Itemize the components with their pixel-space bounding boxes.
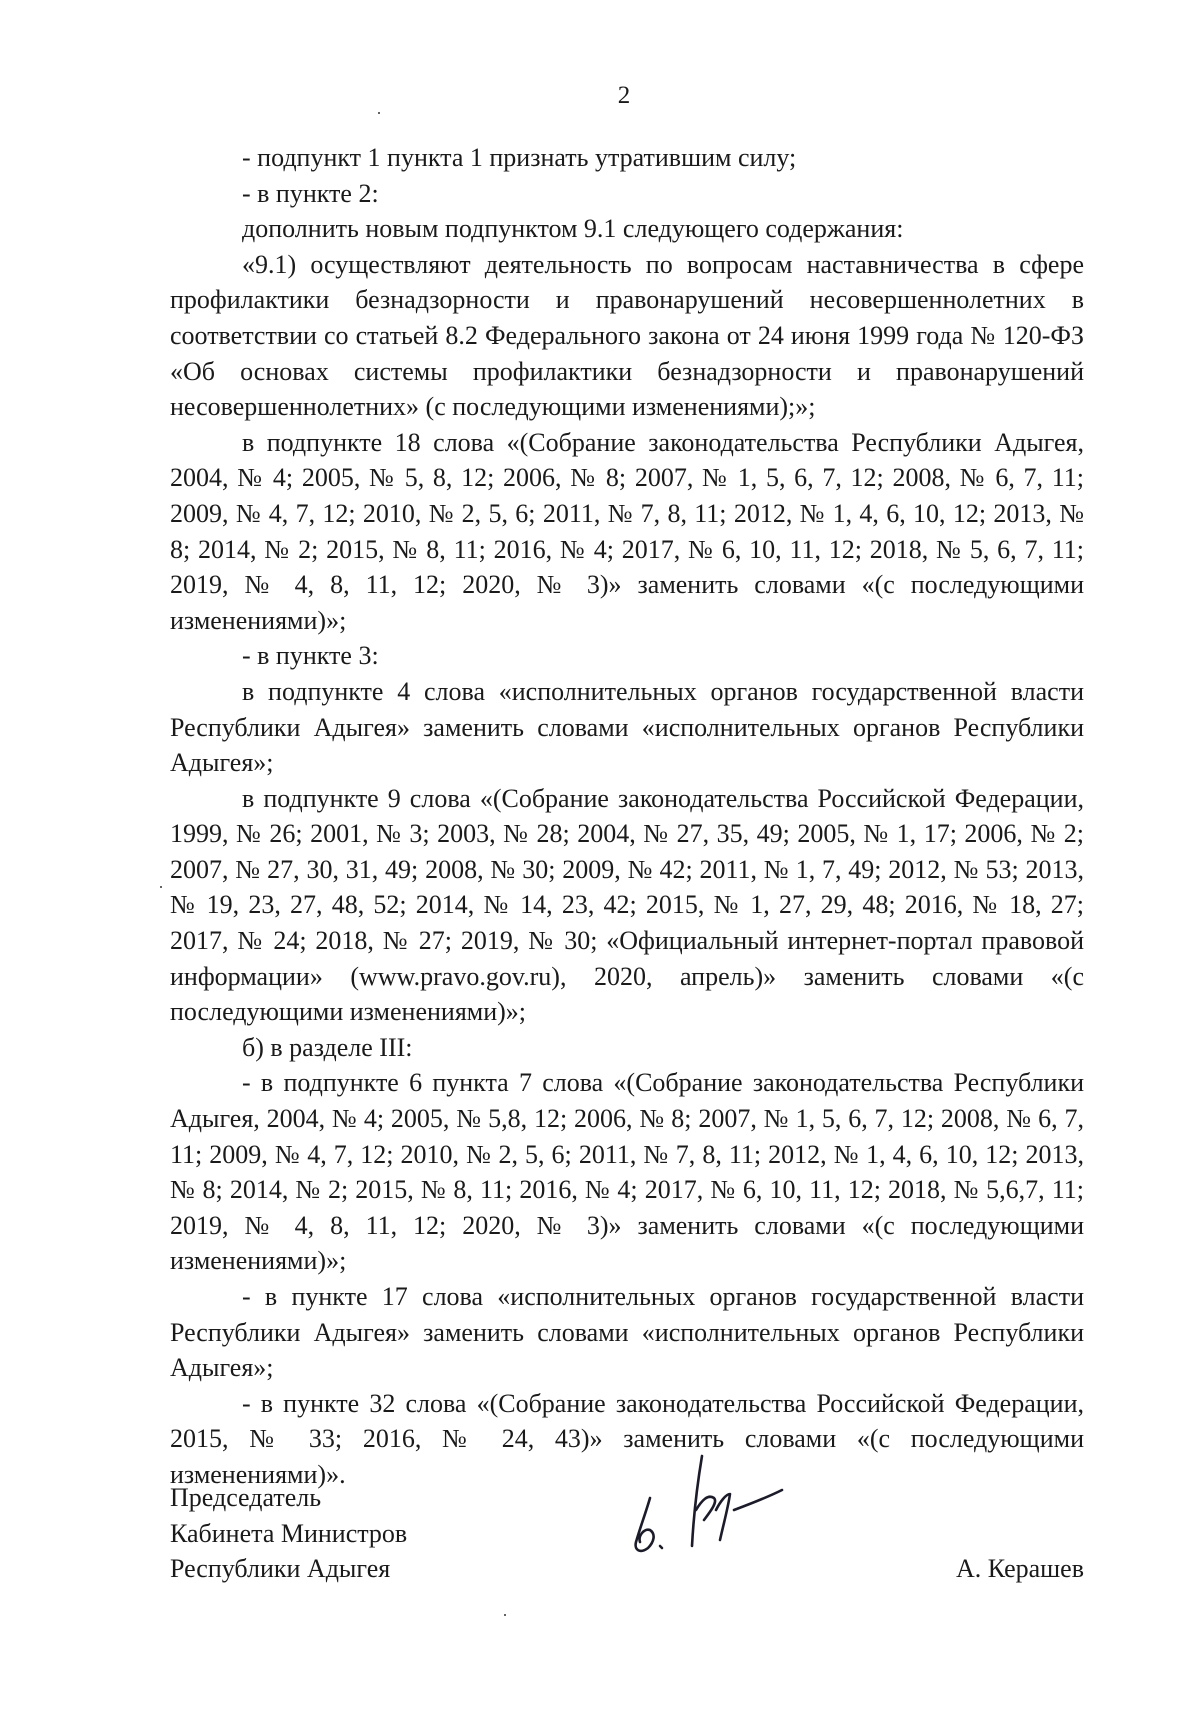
paragraph-subitem-18: в подпункте 18 слова «(Собрание законодательства Республики Адыгея, 2004, № 4; 2005, № 5, 8, 12; 2006, № 8; 2007, № 1, 5, 6, 7, 12; 2008, № 6, 7, 11; 2009, № 4, 7, 12; 2010, № 2, 5, 6; 2011, № 7, 8, 11; 2012, № 1, 4, 6, 10, 12; 2013, № 8; 2014, № 2; 2015, № 8, 11; 2016, № 4; 2017, № 6, 10, 11, 12; 2018, № 5, 6, 7, 11; 2019, № 4, 8, 11, 12; 2020, № 3)» заменить словами «(с последующими изменениями)»; — [170, 427, 1084, 635]
handwritten-signature — [610, 1450, 810, 1560]
paragraph-item-17: - в пункте 17 слова «исполнительных органов государственной власти Республики Адыгея» заменить словами «исполнительных органов Республики Адыгея»; — [170, 1282, 1084, 1383]
signer-name: А. Керашев — [955, 1554, 1084, 1583]
signer-title-line: Председатель — [170, 1483, 322, 1512]
scan-speck — [160, 886, 162, 888]
paragraph-section-3: б) в разделе III: — [242, 1032, 413, 1062]
paragraph-subitem-1-repealed: - подпункт 1 пункта 1 признать утратившим силу; — [242, 143, 797, 172]
paragraph-add-subitem-9-1: дополнить новым подпунктом 9.1 следующего содержания: — [242, 214, 904, 244]
paragraph-subitem-6-item-7: - в подпункте 6 пункта 7 слова «(Собрание законодательства Республики Адыгея, 2004, № 4; 2005, № 5,8, 12; 2006, № 8; 2007, № 1, 5, 6, 7, 12; 2008, № 6, 7, 11; 2009, № 4, 7, 12; 2010, № 2, 5, 6; 2011, № 7, 8, 11; 2012, № 1, 4, 6, 10, 12; 2013, № 8; 2014, № 2; 2015, № 8, 11; 2016, № 4; 2017, № 6, 10, 11, 12; 2018, № 5,6,7, 11; 2019, № 4, 8, 11, 12; 2020, № 3)» заменить словами «(с последующими изменениями)»; — [170, 1068, 1084, 1276]
paragraph-subitem-9: в подпункте 9 слова «(Собрание законодательства Российской Федерации, 1999, № 26; 2001, № 3; 2003, № 28; 2004, № 27, 35, 49; 2005, № 1, 17; 2006, № 2; 2007, № 27, 30, 31, 49; 2008, № 30; 2009, № 42; 2011, № 1, 7, 49; 2012, № 53; 2013, № 19, 23, 27, 48, 52; 2014, № 14, 23, 42; 2015, № 1, 27, 29, 48; 2016, № 18, 27; 2017, № 24; 2018, № 27; 2019, № 30; «Официальный интернет-портал правовой информации» (www.pravo.gov.ru), 2020, апрель)» заменить словами «(с последующими изменениями)»; — [170, 783, 1084, 1027]
signer-title-line: Республики Адыгея — [170, 1554, 391, 1584]
paragraph-subitem-4: в подпункте 4 слова «исполнительных органов государственной власти Республики Адыгея» заменить словами «исполнительных органов Республики Адыгея»; — [170, 676, 1084, 778]
scan-speck — [504, 1614, 506, 1616]
signature-block — [170, 1480, 1084, 1620]
signer-title-line: Кабинета Министров — [170, 1518, 408, 1548]
document-body — [170, 140, 1084, 1493]
signer-title — [170, 1480, 407, 1587]
scan-speck — [378, 112, 380, 114]
paragraph-in-item-3: - в пункте 3: — [242, 641, 379, 671]
paragraph-item-32: - в пункте 32 слова «(Собрание законодательства Российской Федерации, 2015, № 33; 2016, № 24, 43)» заменить словами «(с последующими изменениями)». — [170, 1388, 1084, 1489]
paragraph-in-item-2: - в пункте 2: — [242, 178, 379, 208]
page-number: 2 — [617, 82, 631, 109]
paragraph-subitem-9-1-text: «9.1) осуществляют деятельность по вопросам наставничества в сфере профилактики безнадзорности и правонарушений несовершеннолетних в соответствии со статьей 8.2 Федерального закона от 24 июня 1999 года № 120-ФЗ «Об основах системы профилактики безнадзорности и правонарушений несовершеннолетних» (с последующими изменениями);»; — [170, 249, 1084, 422]
